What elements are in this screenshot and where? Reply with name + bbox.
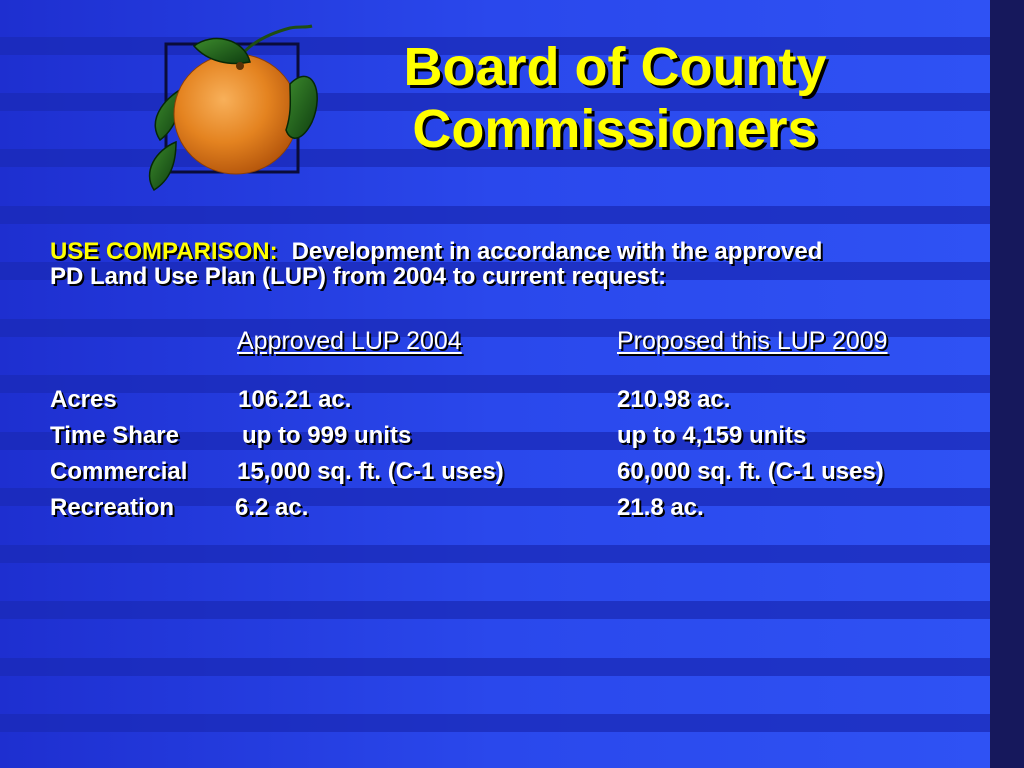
approved-value-commercial: 15,000 sq. ft. (C-1 uses): [237, 458, 504, 485]
intro-text-line-1: Development in accordance with the approved: [291, 238, 823, 265]
approved-value-time-share: up to 999 units: [242, 422, 412, 449]
use-comparison-label: USE COMPARISON:: [50, 238, 278, 265]
column-header-proposed: Proposed this LUP 2009: [617, 327, 888, 355]
slide-title: [310, 36, 920, 160]
approved-value-acres: 106.21 ac.: [238, 386, 352, 413]
title-line-1: Board of County: [403, 37, 827, 97]
use-comparison-intro: [50, 239, 990, 289]
title-line-2: Commissioners: [412, 99, 818, 159]
proposed-value-time-share: up to 4,159 units: [617, 422, 807, 449]
approved-value-recreation: 6.2 ac.: [235, 494, 309, 521]
row-label-acres: Acres: [50, 386, 117, 413]
row-label-commercial: Commercial: [50, 458, 188, 485]
intro-text-line-2: PD Land Use Plan (LUP) from 2004 to current request:: [50, 263, 667, 290]
row-label-recreation: Recreation: [50, 494, 175, 521]
column-header-approved: Approved LUP 2004: [237, 327, 462, 355]
proposed-value-commercial: 60,000 sq. ft. (C-1 uses): [617, 458, 884, 485]
proposed-value-recreation: 21.8 ac.: [617, 494, 704, 521]
proposed-value-acres: 210.98 ac.: [617, 386, 731, 413]
row-label-time-share: Time Share: [50, 422, 179, 449]
